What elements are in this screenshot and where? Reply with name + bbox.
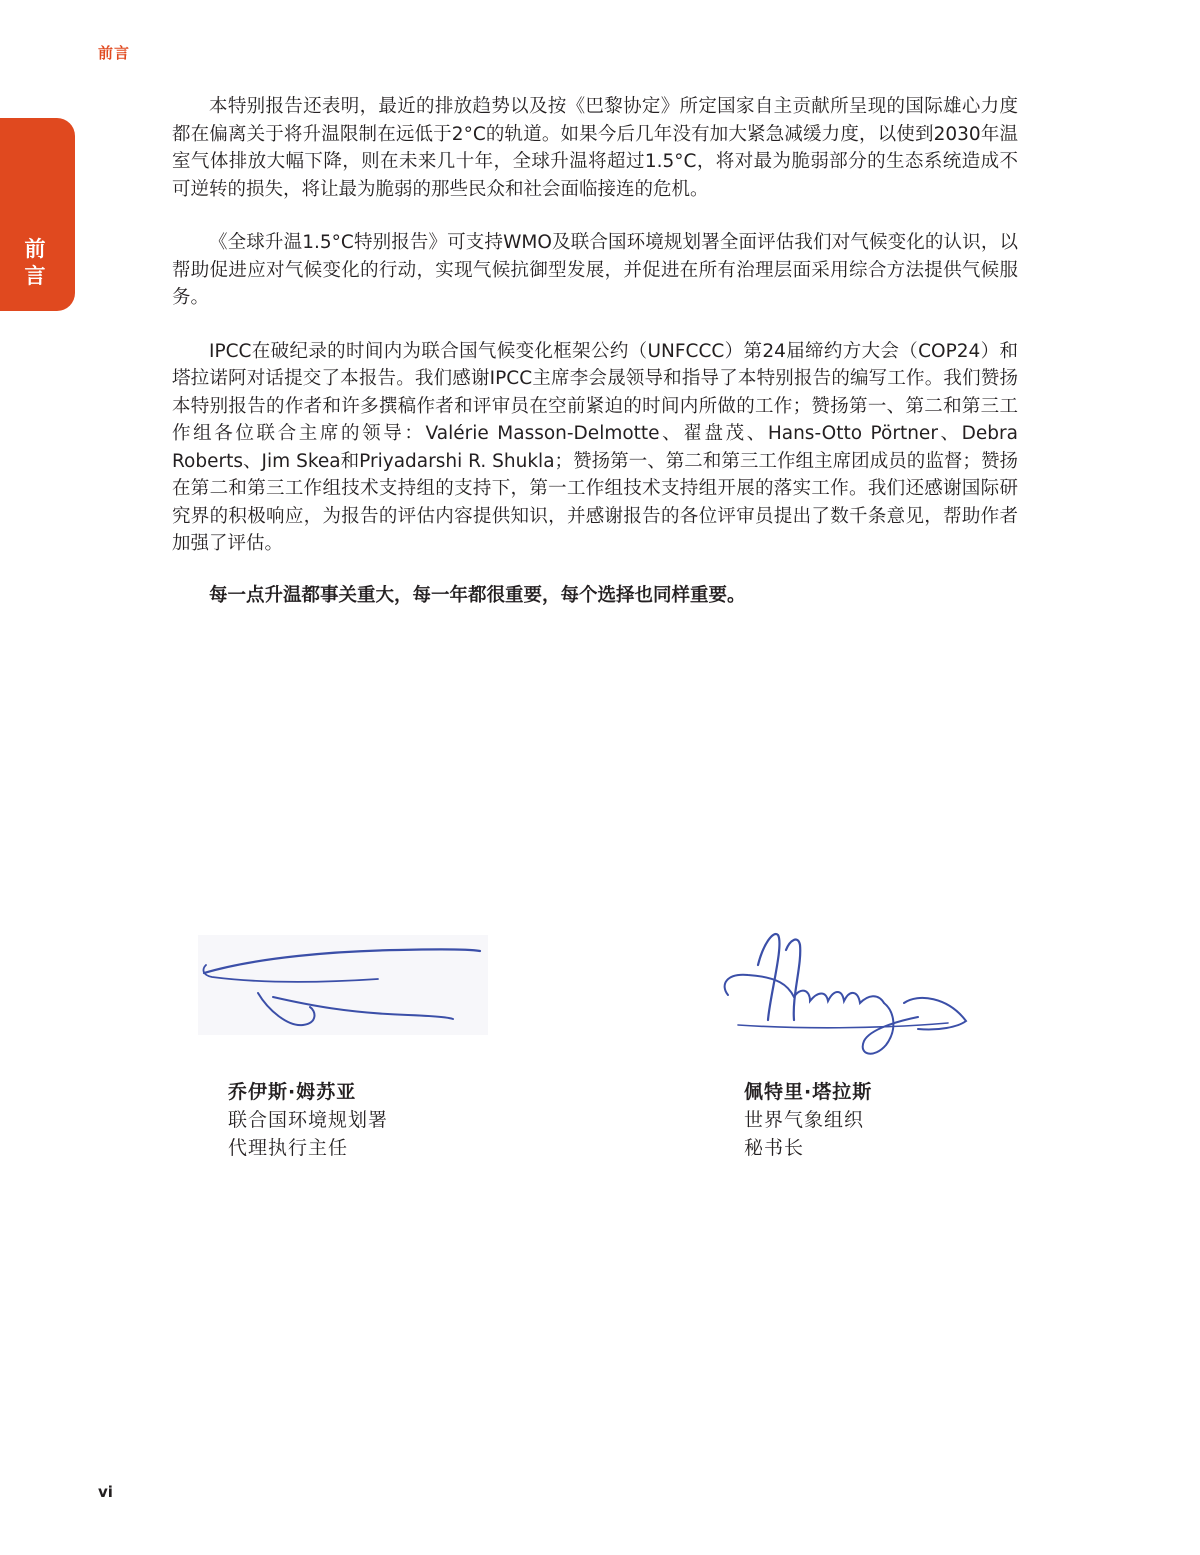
paragraph-3: IPCC在破纪录的时间内为联合国气候变化框架公约（UNFCCC）第24届缔约方大会（COP24）和塔拉诺阿对话提交了本报告。我们感谢IPCC主席李会晟领导和指导了本特别报告的编写工作。我们赞扬本特别报告的作者和许多撰稿作者和评审员在空前紧迫的时间内所做的工作；赞扬第一、第二和第三工作组各位联合主席的领导：Valérie Masson-Delmotte、翟盘茂、Hans-Otto Pörtner、Debra Roberts、Jim Skea和Priyadarshi R. Shukla；赞扬第一、第二和第三工作组主席团成员的监督；赞扬在第二和第三工作组技术支持组的支持下，第一工作组技术支持组开展的落实工作。我们还感谢国际研究界的积极响应，为报告的评估内容提供知识，并感谢报告的各位评审员提出了数千条意见，帮助作者加强了评估。 [172,340,1018,554]
signatory-left-organization: 联合国环境规划署 [228,1109,389,1131]
signature-left [198,935,488,1045]
signatory-left-name: 乔伊斯·姆苏亚 [228,1081,357,1103]
signatory-right-title: 秘书长 [744,1137,805,1159]
signatory-right-organization: 世界气象组织 [744,1109,865,1131]
signature-right [718,925,978,1075]
running-header: 前言 [98,44,131,62]
signatory-right-name: 佩特里·塔拉斯 [744,1081,873,1103]
signatory-left-title: 代理执行主任 [228,1137,349,1159]
closing-statement: 每一点升温都事关重大，每一年都很重要，每个选择也同样重要。 [209,584,746,606]
paragraph-2: 《全球升温1.5°C特别报告》可支持WMO及联合国环境规划署全面评估我们对气候变化的认识，以帮助促进应对气候变化的行动，实现气候抗御型发展，并促进在所有治理层面采用综合方法提供气候服务。 [172,232,1018,308]
signatory-right-details [744,1078,872,1162]
signatory-left-details [228,1078,388,1162]
paragraph-1: 本特别报告还表明，最近的排放趋势以及按《巴黎协定》所定国家自主贡献所呈现的国际雄心力度都在偏离关于将升温限制在远低于2°C的轨道。如果今后几年没有加大紧急减缓力度，以使到2030年温室气体排放大幅下降，则在未来几十年，全球升温将超过1.5°C，将对最为脆弱部分的生态系统造成不可逆转的损失，将让最为脆弱的那些民众和社会面临接连的危机。 [172,96,1018,200]
foreword-body [172,93,1018,609]
side-tab-label: 前言 [24,237,46,288]
page-number: vi [98,1483,113,1501]
